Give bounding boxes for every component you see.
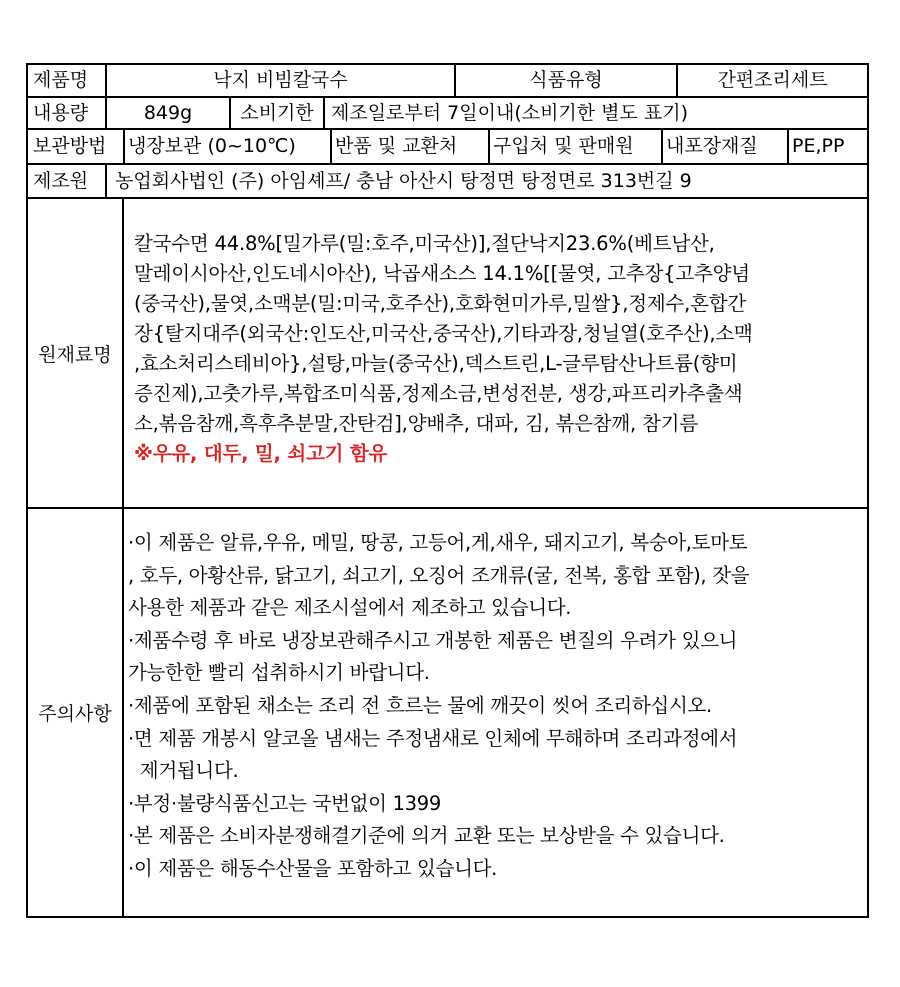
manufacturer-label: 제조원: [28, 165, 107, 197]
row-ingredients: [28, 199, 867, 509]
amount-label: 내용량: [28, 98, 107, 128]
row-storage: [28, 130, 867, 165]
caution-line: 사용한 제품과 같은 제조시설에서 제조하고 있습니다.: [128, 596, 572, 620]
caution-line: 제거됩니다.: [128, 759, 239, 783]
product-name-label: 제품명: [28, 65, 107, 96]
amount-value: 849g: [107, 98, 231, 128]
caution-line: ·제품수령 후 바로 냉장보관해주시고 개봉한 제품은 변질의 우려가 있으니: [128, 628, 738, 652]
caution-line: ·제품에 포함된 채소는 조리 전 흐르는 물에 깨끗이 씻어 조리하십시오.: [128, 693, 712, 717]
row-manufacturer: [28, 165, 867, 199]
ingredients-line: ,효소처리스테비아},설탕,마늘(중국산),덱스트린,L-글루탐산나트륨(향미: [134, 352, 738, 375]
food-type-value: 간편조리세트: [717, 69, 828, 91]
caution-line: ·면 제품 개봉시 알코올 냄새는 주정냄새로 인체에 무해하며 조리과정에서: [128, 726, 738, 750]
expiry-value: 제조일로부터 7일이내(소비기한 별도 표기): [331, 101, 689, 124]
cautions-label: 주의사항: [28, 509, 124, 916]
ingredients-line: 칼국수면 44.8%[밀가루(밀:호주,미국산)],절단낙지23.6%(베트남산,: [134, 232, 715, 255]
cautions-text: [124, 509, 867, 916]
caution-line: , 호두, 아황산류, 닭고기, 쇠고기, 오징어 조개류(굴, 전복, 홍합 포함), 잣을: [128, 563, 750, 587]
return-value: 구입처 및 판매원: [490, 130, 663, 163]
ingredients-line: 증진제),고춧가루,복합조미식품,정제소금,변성전분, 생강,파프리카추출색: [134, 382, 743, 405]
manufacturer-value: 농업회사법인 (주) 아임셰프/ 충남 아산시 탕정면 탕정면로 313번길 9: [115, 169, 692, 192]
packaging-label: 내포장재질: [663, 130, 789, 163]
product-info-table: [26, 63, 869, 918]
storage-value: 냉장보관 (0~10℃): [125, 130, 332, 163]
packaging-value: PE,PP: [792, 135, 845, 157]
ingredients-line: 말레이시아산,인도네시아산), 낙곱새소스 14.1%[[물엿, 고추장{고추양념: [134, 262, 750, 285]
row-cautions: [28, 509, 867, 916]
return-label: 반품 및 교환처: [332, 130, 490, 163]
row-amount: [28, 98, 867, 130]
ingredients-line: 소,볶음참깨,흑후추분말,잔탄검],양배추, 대파, 김, 볶은참깨, 참기름: [134, 412, 698, 435]
product-name-value: 낙지 비빔칼국수: [107, 65, 456, 96]
food-type-label: 식품유형: [456, 65, 678, 96]
caution-line: 가능한한 빨리 섭취하시기 바랍니다.: [128, 661, 430, 685]
storage-label: 보관방법: [28, 130, 125, 163]
caution-line: ·본 제품은 소비자분쟁해결기준에 의거 교환 또는 보상받을 수 있습니다.: [128, 824, 725, 848]
caution-line: ·이 제품은 해동수산물을 포함하고 있습니다.: [128, 856, 498, 880]
expiry-label: 소비기한: [231, 98, 325, 128]
caution-line: ·이 제품은 알류,우유, 메밀, 땅콩, 고등어,게,새우, 돼지고기, 복숭아,토마토: [128, 531, 748, 554]
caution-line: ·부정·불량식품신고는 국번없이 1399: [128, 791, 442, 815]
ingredients-label: 원재료명: [28, 199, 124, 507]
ingredients-line: 장{탈지대주(외국산:인도산,미국산,중국산),기타과장,청닐열(호주산),소맥: [134, 322, 753, 345]
ingredients-line: (중국산),물엿,소맥분(밀:미국,호주산),호화현미가루,밀쌀},정제수,혼합간: [134, 292, 747, 315]
ingredients-text: [124, 199, 867, 507]
row-product-name: [28, 65, 867, 98]
allergy-warning: ※우유, 대두, 밀, 쇠고기 함유: [134, 442, 388, 465]
